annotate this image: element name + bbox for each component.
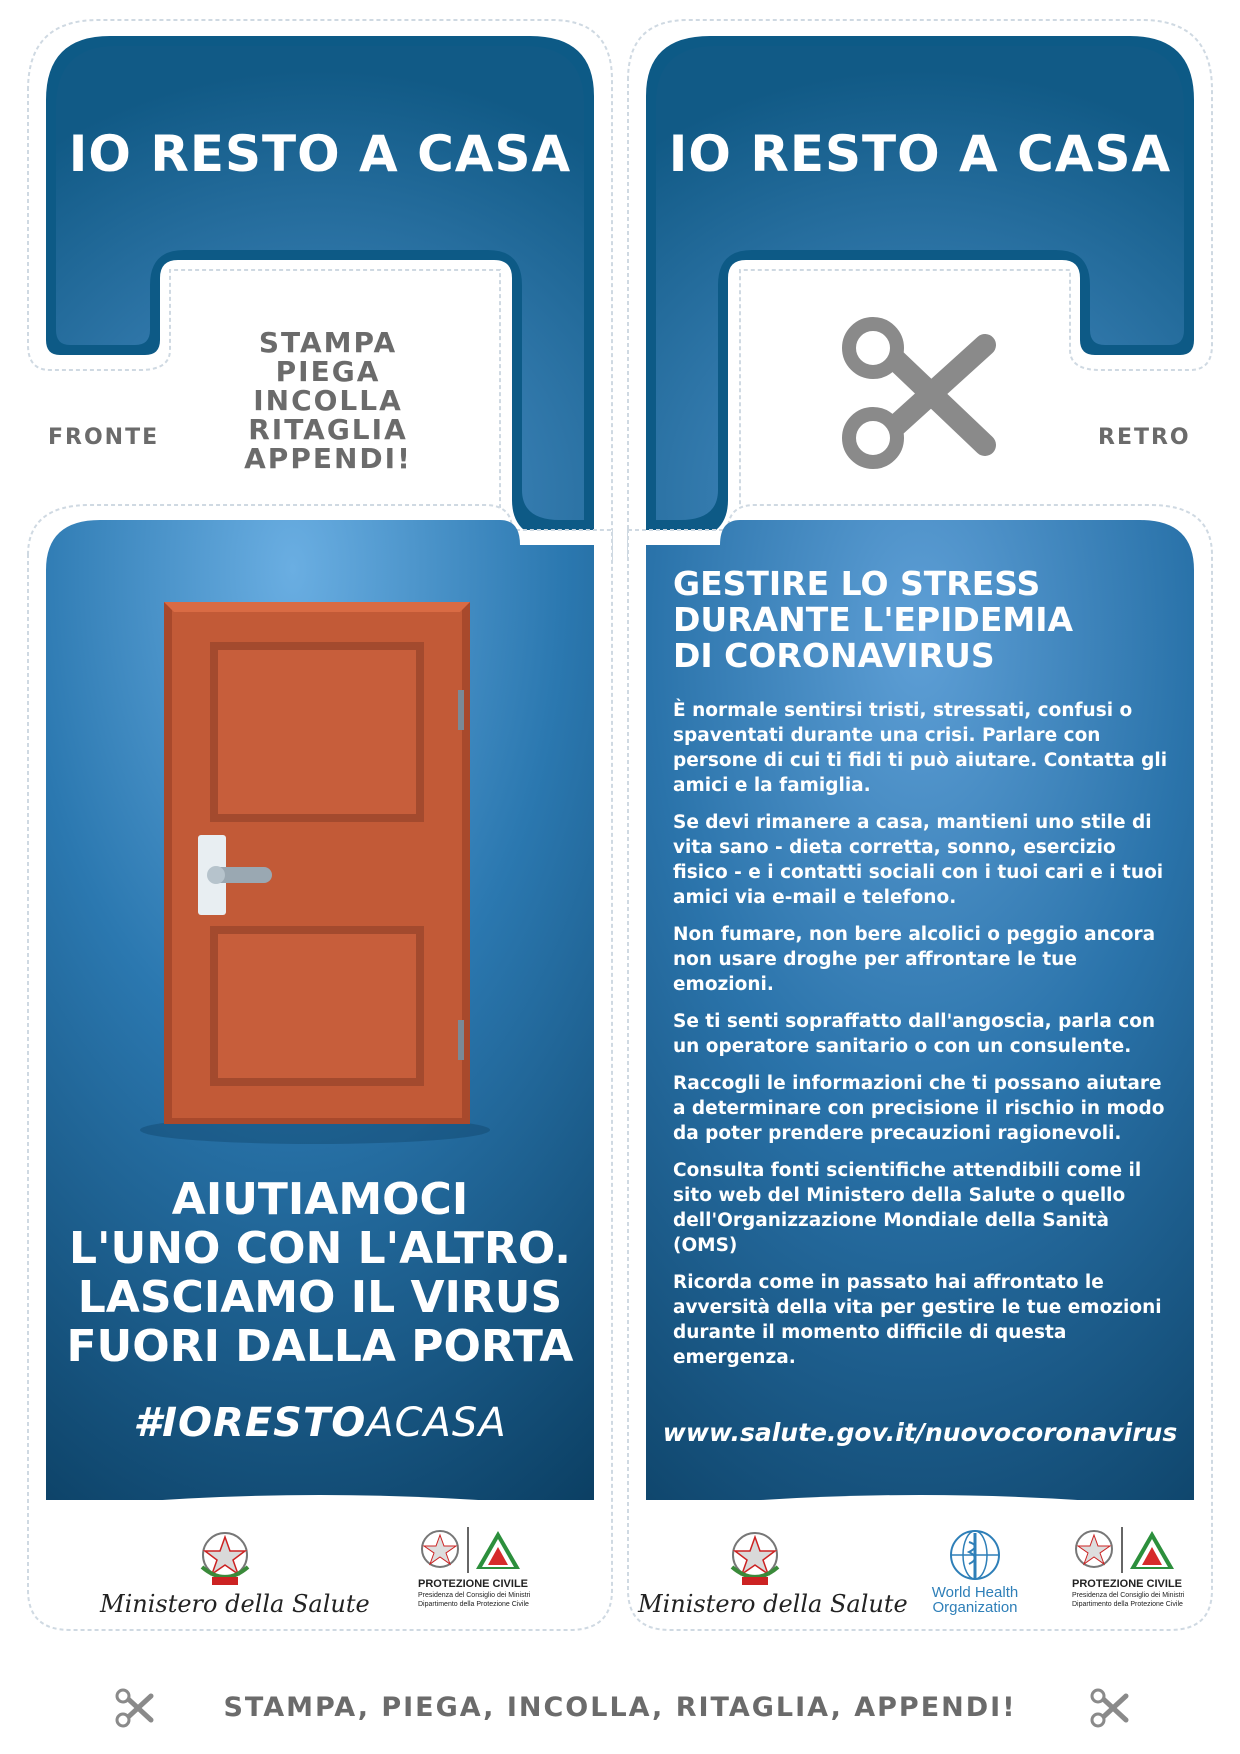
heading-line: DURANTE L'EPIDEMIA	[673, 600, 1074, 639]
instruction-line: RITAGLIA	[248, 413, 408, 446]
front-hashtag	[46, 1400, 594, 1446]
protezione-civile-icon	[418, 1525, 538, 1575]
front-side-label: FRONTE	[48, 425, 160, 450]
protezione-civile-icon	[1072, 1525, 1192, 1575]
front-title: IO RESTO A CASA	[68, 125, 572, 183]
back-paragraph: Ricorda come in passato hai affrontato le avversità della vita per gestire le tue emozioni durante il momento difficile di questa emergenza.	[673, 1272, 1162, 1368]
back-paragraph: È normale sentirsi tristi, stressati, confusi o spaventati durante una crisi. Parlare con persone di cui ti fidi ti può aiutare. Contatta gli amici e la famiglia.	[673, 700, 1168, 796]
front-protezione-sub1: Presidenza del Consiglio dei Ministri	[418, 1592, 531, 1599]
slogan-line: LASCIAMO IL VIRUS	[77, 1272, 563, 1323]
back-ministero-logo: Ministero della Salute	[638, 1590, 908, 1618]
back-protezione-sub1: Presidenza del Consiglio dei Ministri	[1072, 1592, 1185, 1599]
back-title: IO RESTO A CASA	[668, 125, 1172, 183]
instruction-line: PIEGA	[275, 355, 381, 388]
footer-left-scissors-icon	[115, 1688, 155, 1728]
footer-right-scissors-icon	[1090, 1688, 1130, 1728]
instruction-line: APPENDI!	[244, 442, 412, 475]
back-paragraph: Consulta fonti scientifiche attendibili come il sito web del Ministero della Salute o quello dell'Organizzazione Mondiale della Sanità (OMS)	[673, 1160, 1142, 1256]
hashtag-light: ACASA	[366, 1400, 507, 1446]
door-icon	[130, 590, 500, 1150]
italian-emblem-icon	[190, 1525, 260, 1590]
heading-line: DI CORONAVIRUS	[673, 636, 995, 675]
back-protezione-title: PROTEZIONE CIVILE	[1072, 1578, 1183, 1590]
back-protezione-sub2: Dipartimento della Protezione Civile	[1072, 1601, 1183, 1608]
back-paragraph: Raccogli le informazioni che ti possano aiutare a determinare con precisione il rischio in modo da poter prendere precauzioni ragionevoli.	[673, 1073, 1165, 1144]
back-paragraph: Se ti senti sopraffatto dall'angoscia, parla con un operatore sanitario o con un consulente.	[673, 1011, 1156, 1057]
who-line: World Health	[931, 1584, 1019, 1601]
instruction-line: INCOLLA	[253, 384, 403, 417]
slogan-line: L'UNO CON L'ALTRO.	[69, 1223, 571, 1274]
back-protezione-emblem	[1072, 1525, 1192, 1575]
back-heading	[673, 566, 1183, 674]
italian-emblem-icon	[720, 1525, 790, 1590]
footer-instructions: STAMPA, PIEGA, INCOLLA, RITAGLIA, APPENDI!	[223, 1692, 1017, 1723]
back-url-link[interactable]: www.salute.gov.it/nuovocoronavirus	[662, 1418, 1178, 1447]
heading-line: GESTIRE LO STRESS	[673, 564, 1041, 603]
back-paragraph: Non fumare, non bere alcolici o peggio ancora non usare droghe per affrontare le tue emozioni.	[673, 924, 1156, 995]
front-protezione-title: PROTEZIONE CIVILE	[418, 1578, 529, 1590]
hashtag-bold: #IORESTO	[133, 1400, 367, 1446]
who-line: Organization	[932, 1599, 1018, 1616]
instruction-line: STAMPA	[258, 326, 398, 359]
back-paragraph: Se devi rimanere a casa, mantieni uno stile di vita sano - dieta corretta, sonno, esercizio fisico - e i contatti sociali con i tuoi cari e i tuoi amici via e-mail e telefono.	[673, 812, 1164, 908]
who-emblem-icon	[945, 1528, 1005, 1583]
front-protezione-emblem	[418, 1525, 538, 1575]
who-logo-text	[920, 1585, 1030, 1615]
slogan-line: AIUTIAMOCI	[171, 1174, 469, 1225]
back-body-text	[673, 698, 1168, 1382]
front-instructions	[228, 328, 428, 473]
front-slogan	[46, 1175, 594, 1371]
scissors-icon	[840, 315, 1000, 470]
front-ministero-logo: Ministero della Salute	[100, 1590, 370, 1618]
front-protezione-sub2: Dipartimento della Protezione Civile	[418, 1601, 529, 1608]
slogan-line: FUORI DALLA PORTA	[66, 1321, 574, 1372]
back-side-label: RETRO	[1098, 425, 1191, 450]
